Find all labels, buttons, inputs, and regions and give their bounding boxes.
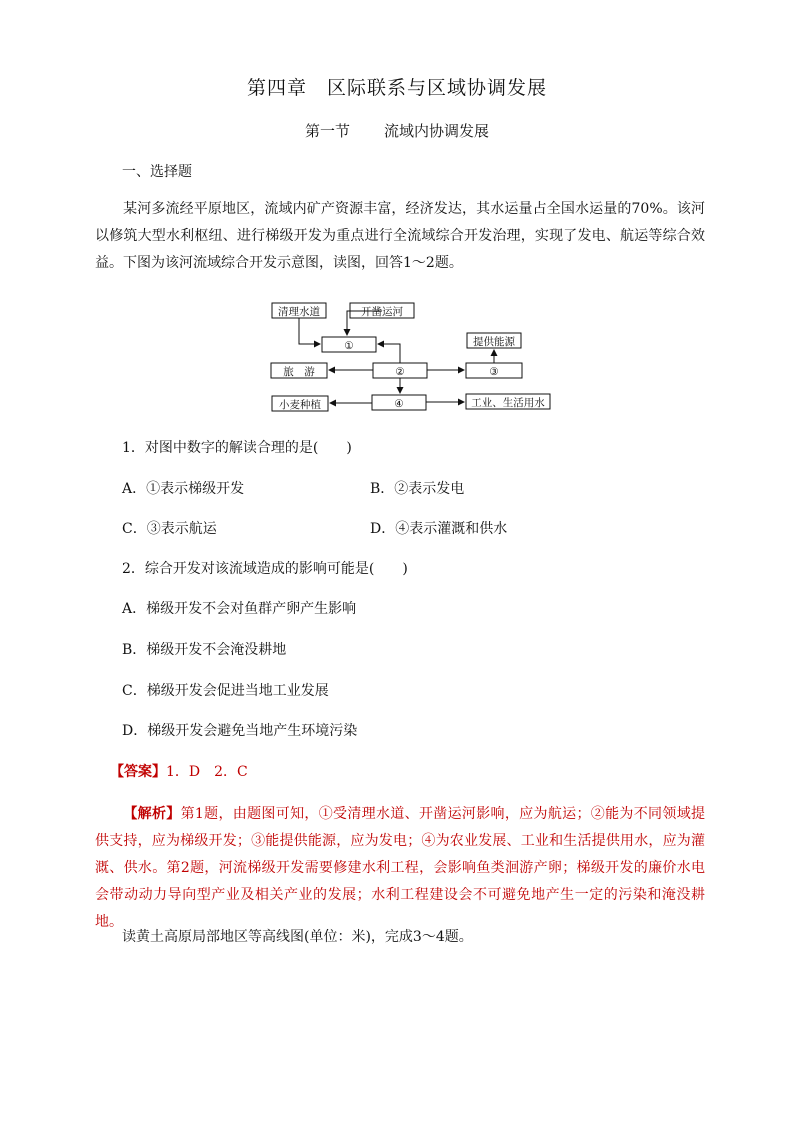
question-2-stem: 2．综合开发对该流域造成的影响可能是( ) xyxy=(122,561,408,577)
analysis-paragraph xyxy=(95,801,705,936)
section-name: 流域内协调发展 xyxy=(384,122,490,140)
q1-option-d: D．④表示灌溉和供水 xyxy=(370,521,508,537)
q2-option-c: C．梯级开发会促进当地工业发展 xyxy=(122,683,329,699)
node-wheat: 小麦种植 xyxy=(279,399,321,411)
node-2: ② xyxy=(395,366,405,378)
node-dig-canal: 开凿运河 xyxy=(361,306,403,318)
question-1-stem: 1．对图中数字的解读合理的是( ) xyxy=(122,440,352,456)
q2-option-d: D．梯级开发会避免当地产生环境污染 xyxy=(122,723,358,739)
node-clean-channel: 清理水道 xyxy=(278,306,320,318)
river-development-diagram xyxy=(260,300,560,415)
node-supply-energy: 提供能源 xyxy=(473,336,515,348)
chapter-title: 第四章 区际联系与区域协调发展 xyxy=(246,77,547,99)
q1-option-b: B．②表示发电 xyxy=(370,481,465,497)
answer-line xyxy=(110,761,248,781)
node-4: ④ xyxy=(394,398,404,410)
answer-label: 【答案】 xyxy=(110,764,166,780)
section-number: 第一节 xyxy=(304,122,350,140)
q2-option-a: A．梯级开发不会对鱼群产卵产生影响 xyxy=(122,601,357,617)
q1-option-c: C．③表示航运 xyxy=(122,521,217,537)
section-title xyxy=(0,120,794,141)
analysis-label: 【解析】 xyxy=(123,806,181,822)
answer-text: 1．D 2．C xyxy=(166,764,248,780)
analysis-text: 第1题，由题图可知，①受清理水道、开凿运河影响，应为航运；②能为不同领域提供支持，应为梯级开发；③能提供能源，应为发电；④为农业发展、工业和生活提供用水，应为灌溉、供水。第2题，河流梯级开发需要修建水利工程，会影响鱼类洄游产卵；梯级开发的廉价水电会带动动力导向型产业及相关产业的发展；水利工程建设会不可避免地产生一定的污染和淹没耕地。 xyxy=(95,806,706,930)
node-industry-water: 工业、生活用水 xyxy=(471,397,545,409)
node-3: ③ xyxy=(489,366,499,378)
node-tourism: 旅 游 xyxy=(283,366,315,378)
q2-option-b: B．梯级开发不会淹没耕地 xyxy=(122,642,287,658)
node-1: ① xyxy=(344,340,354,352)
arrow-clean-to-1 xyxy=(299,318,320,344)
section-heading: 一、选择题 xyxy=(122,164,192,180)
q1-option-a: A．①表示梯级开发 xyxy=(122,481,245,497)
arrow-2-to-1 xyxy=(378,344,400,363)
next-question-intro: 读黄土高原局部地区等高线图(单位：米)，完成3～4题。 xyxy=(122,929,473,945)
intro-paragraph: 某河多流经平原地区，流域内矿产资源丰富，经济发达，其水运量占全国水运量的70%。该河以修筑大型水利枢纽、进行梯级开发为重点进行全流域综合开发治理，实现了发电、航运等综合效益。下图为该河流域综合开发示意图，读图，回答1～2题。 xyxy=(95,201,705,271)
